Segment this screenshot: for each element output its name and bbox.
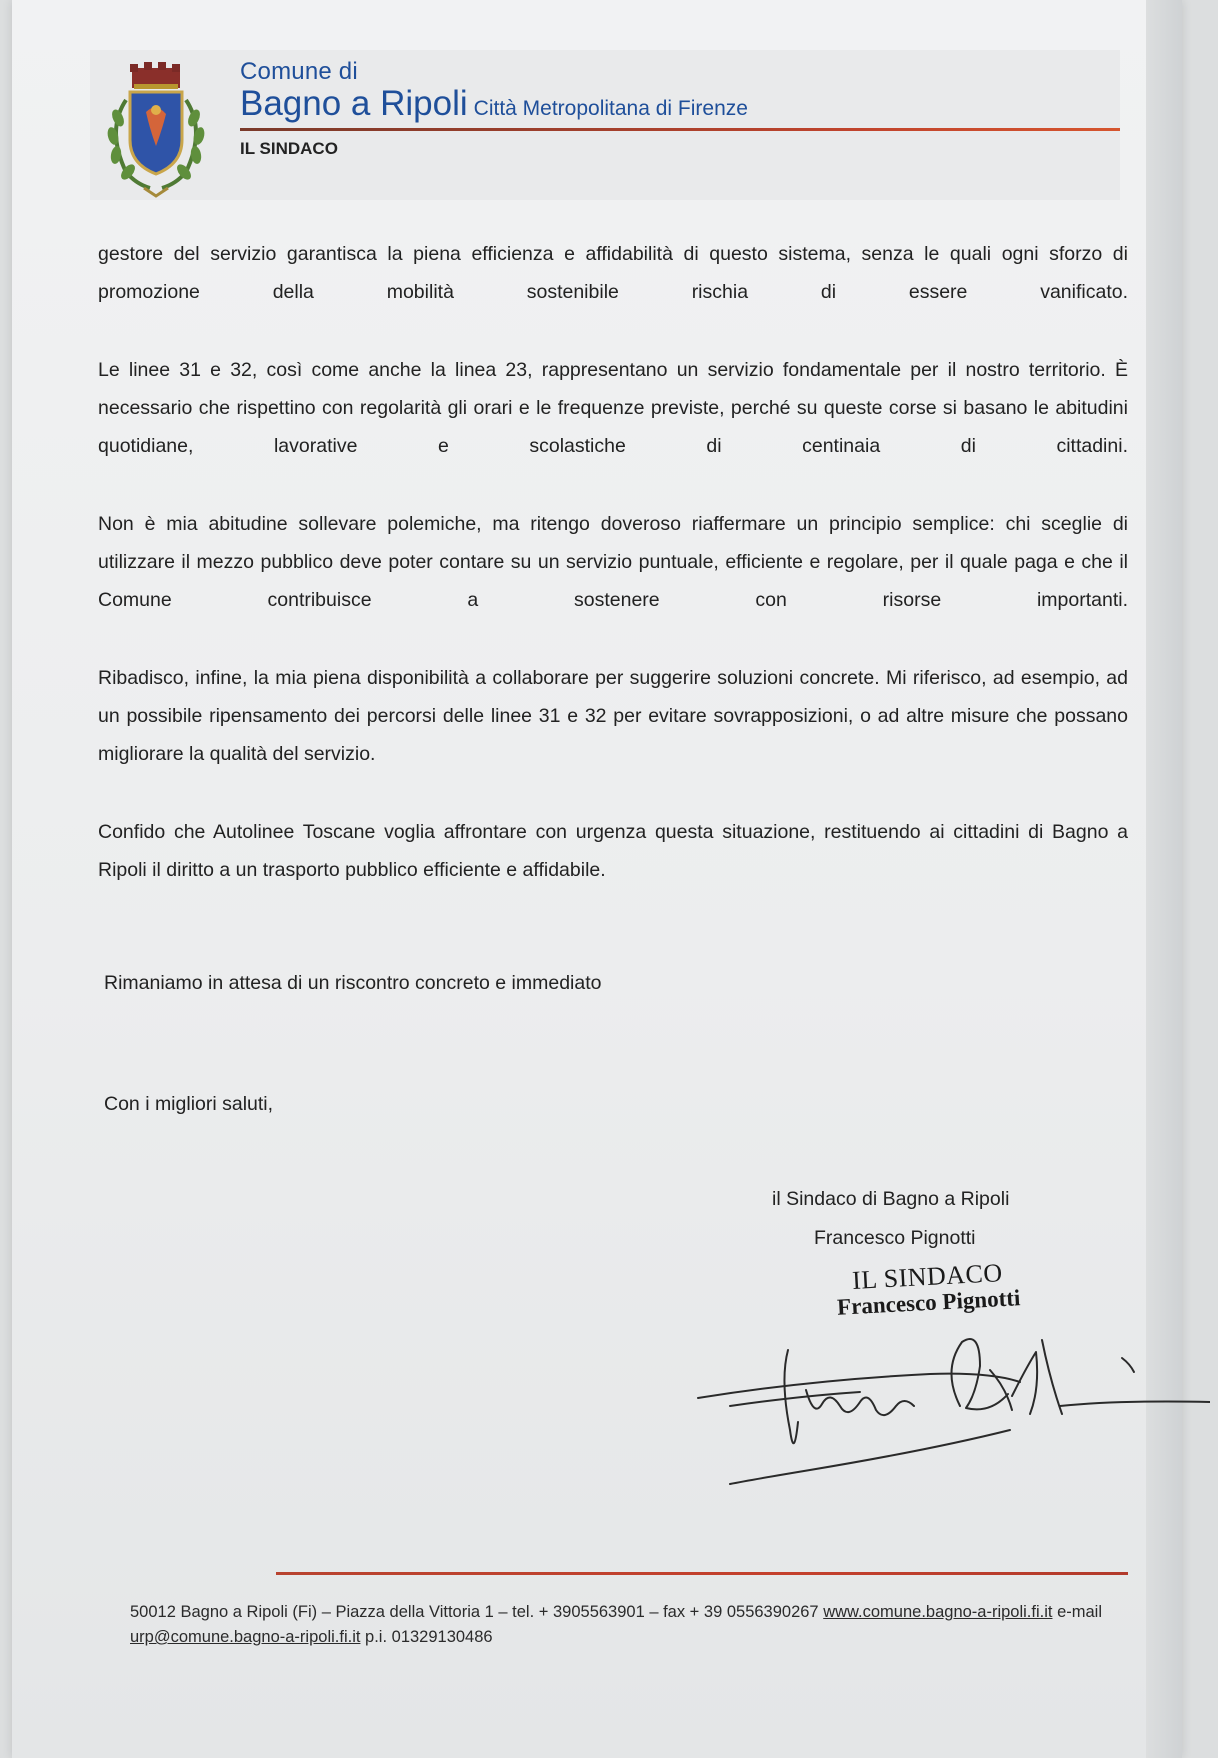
header-divider xyxy=(240,128,1120,131)
footer-contacts xyxy=(130,1600,1130,1650)
closing-line: Rimaniamo in attesa di un riscontro concreto e immediato xyxy=(104,972,602,994)
letterhead xyxy=(90,50,1120,200)
website-link[interactable]: www.comune.bagno-a-ripoli.fi.it xyxy=(823,1603,1053,1621)
email-link[interactable]: urp@comune.bagno-a-ripoli.fi.it xyxy=(130,1628,361,1646)
vat-number: p.i. 01329130486 xyxy=(365,1628,493,1646)
greeting: Con i migliori saluti, xyxy=(104,1093,274,1115)
footer-address: 50012 Bagno a Ripoli (Fi) – Piazza della Vittoria 1 – tel. + 3905563901 – fax + 39 0556390267 xyxy=(130,1603,819,1621)
stamp-title: IL SINDACO xyxy=(851,1258,1004,1295)
letterhead-comune-di: Comune di xyxy=(240,58,358,85)
metropolitan-city-label: Città Metropolitana di Firenze xyxy=(473,97,748,120)
paragraph: Ribadisco, infine, la mia piena disponibilità a collaborare per suggerire soluzioni concrete. Mi riferisco, ad esempio, ad un possibile ripensamento dei percorsi delle linee 31 e 32 per evitare sovrapposizioni, o ad altre misure che possano migliorare la qualità del servizio. xyxy=(98,667,1128,765)
municipality-name: Bagno a Ripoli xyxy=(240,84,468,123)
paragraph: Non è mia abitudine sollevare polemiche, ma ritengo doveroso riaffermare un principio semplice: chi sceglie di utilizzare il mezzo pubblico deve poter contare su un servizio puntuale, efficiente e regolare, per il quale paga e che il Comune contribuisce a sostenere con risorse importanti. xyxy=(98,513,1128,611)
email-label: e-mail xyxy=(1057,1603,1103,1621)
paragraph: Le linee 31 e 32, così come anche la linea 23, rappresentano un servizio fondamentale per il nostro territorio. È necessario che rispettino con regolarità gli orari e le frequenze previste, perché su queste corse si basano le abitudini quotidiane, lavorative e scolastiche di centinaia di cittadini. xyxy=(98,359,1128,457)
paper-edge xyxy=(1146,0,1182,1758)
signatory-name: Francesco Pignotti xyxy=(814,1227,976,1249)
letter-body xyxy=(98,235,1128,929)
footer-divider xyxy=(276,1572,1128,1575)
stamp-name: Francesco Pignotti xyxy=(836,1285,1021,1320)
handwritten-signature xyxy=(690,1310,1210,1490)
office-label: IL SINDACO xyxy=(240,139,338,158)
paragraph: gestore del servizio garantisca la piena efficienza e affidabilità di questo sistema, senza le quali ogni sforzo di promozione della mobilità sostenibile rischia di essere vanificato. xyxy=(98,243,1128,303)
coat-of-arms-icon xyxy=(96,60,216,200)
signatory-title: il Sindaco di Bagno a Ripoli xyxy=(772,1188,1010,1210)
letterhead-title xyxy=(240,84,748,124)
paragraph: Confido che Autolinee Toscane voglia affrontare con urgenza questa situazione, restituendo ai cittadini di Bagno a Ripoli il diritto a un trasporto pubblico efficiente e affidabile. xyxy=(98,821,1128,881)
